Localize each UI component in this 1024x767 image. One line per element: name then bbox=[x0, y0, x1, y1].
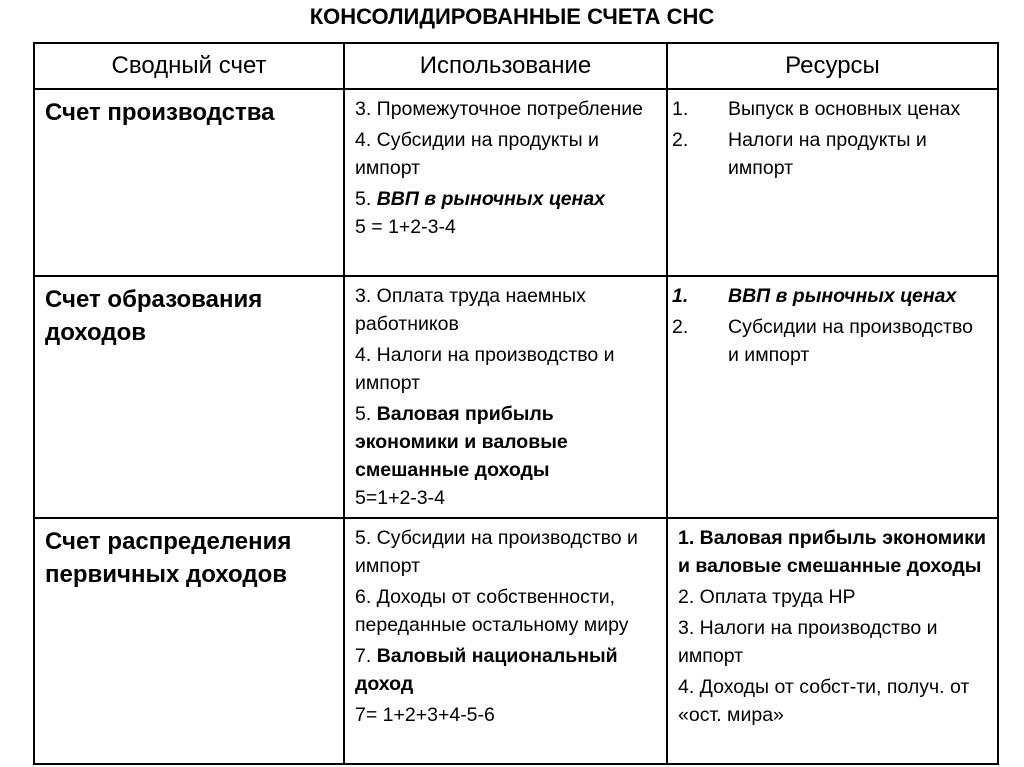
account-cell bbox=[34, 89, 344, 276]
uses-cell bbox=[344, 518, 667, 764]
sna-accounts-table bbox=[33, 42, 999, 765]
resources-item: 2. Оплата труда НР bbox=[678, 586, 856, 608]
uses-cell bbox=[344, 276, 667, 518]
resources-item-emphasized: 1. Валовая прибыль экономики и валовые смешанные доходы bbox=[678, 527, 986, 577]
table-header-row bbox=[34, 43, 998, 89]
table-row bbox=[34, 518, 998, 764]
header-uses: Использование bbox=[344, 43, 667, 89]
header-resources: Ресурсы bbox=[667, 43, 998, 89]
uses-item-emphasized: 5. Валовая прибыль экономики и валовые смешанные доходы bbox=[355, 403, 568, 481]
page-title: КОНСОЛИДИРОВАННЫЕ СЧЕТА СНС bbox=[309, 4, 715, 29]
account-cell bbox=[34, 276, 344, 518]
uses-item-emphasized: 7. Валовый национальный доход bbox=[355, 645, 618, 695]
uses-formula: 7= 1+2+3+4-5-6 bbox=[355, 704, 495, 726]
uses-item: 4. Налоги на производство и импорт bbox=[355, 344, 615, 394]
resources-item-emphasized: 1. ВВП в рыночных ценах bbox=[672, 285, 957, 307]
uses-item: 3. Промежуточное потребление bbox=[355, 98, 643, 120]
table-row bbox=[34, 89, 998, 276]
account-name: Счет образования доходов bbox=[45, 286, 263, 346]
account-name: Счет производства bbox=[45, 99, 275, 126]
header-account: Сводный счет bbox=[34, 43, 344, 89]
uses-cell bbox=[344, 89, 667, 276]
resources-cell bbox=[667, 89, 998, 276]
uses-formula: 5 = 1+2-3-4 bbox=[355, 216, 456, 238]
uses-item: 3. Оплата труда наемных работников bbox=[355, 285, 586, 335]
resources-cell bbox=[667, 518, 998, 764]
table-row bbox=[34, 276, 998, 518]
resources-item: 2. Субсидии на производство и импорт bbox=[672, 316, 973, 366]
uses-item: 4. Субсидии на продукты и импорт bbox=[355, 129, 599, 179]
account-cell bbox=[34, 518, 344, 764]
resources-item: 3. Налоги на производство и импорт bbox=[678, 617, 938, 667]
resources-cell bbox=[667, 276, 998, 518]
uses-formula: 5=1+2-3-4 bbox=[355, 487, 445, 509]
uses-item: 6. Доходы от собственности, переданные остальному миру bbox=[355, 586, 629, 636]
resources-item: 2. Налоги на продукты и импорт bbox=[672, 129, 927, 179]
account-name: Счет распределения первичных доходов bbox=[45, 528, 292, 588]
resources-item: 1. Выпуск в основных ценах bbox=[672, 98, 961, 120]
uses-item: 5. Субсидии на производство и импорт bbox=[355, 527, 638, 577]
resources-item: 4. Доходы от собст-ти, получ. от «ост. мира» bbox=[678, 676, 970, 726]
uses-item-emphasized: 5. ВВП в рыночных ценах bbox=[355, 188, 606, 210]
